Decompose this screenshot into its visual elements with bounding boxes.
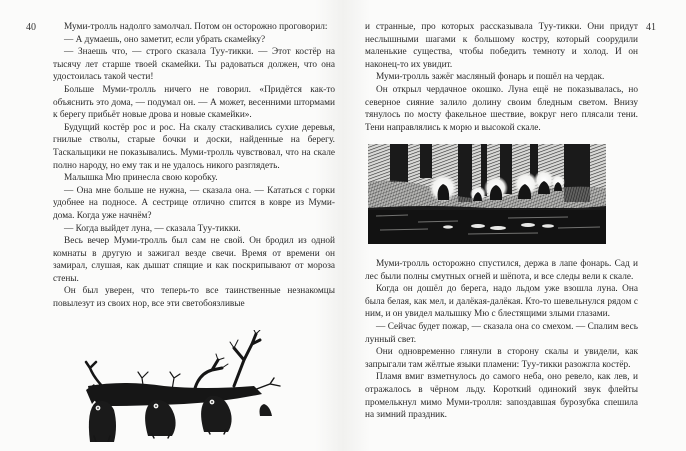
page-number-left: 40	[26, 22, 36, 33]
right-page-text-lower	[365, 258, 638, 422]
creatures-carrying-tree-illustration	[84, 330, 294, 442]
paragraph: Муми-тролль зажёг масляный фонарь и пошёл на чердак.	[376, 72, 605, 83]
paragraph: — А думаешь, оно заметит, если убрать скамейку?	[64, 34, 266, 45]
paragraph: Весь вечер Муми-тролль был сам не свой. Он бродил из одной комнаты в другую и зажигал везде свечи. Время от времени он замирал, слушая, как дышат спящие и как поскрипывают от мороза стены.	[53, 236, 335, 284]
paragraph: — Она мне больше не нужна, — сказала она. — Кататься с горки удобнее на подносе. А сестрице отлично спится в ковре из Муми-дома. Когда уже начнём?	[53, 185, 335, 221]
paragraph: Они одновременно глянули в сторону скалы и увидели, как запрыгали там жёлтые языки пламени: Туу-тикки разожгла костёр.	[365, 347, 638, 370]
paragraph: — Сейчас будет пожар, — сказала она со смехом. — Спалим весь лунный свет.	[365, 321, 638, 345]
paragraph: Будущий костёр рос и рос. На скалу стаскивались сухие деревья, гнилые стволы, старые бочки и доски, найденные на берегу. Таскальщики не показывались. Муми-тролль чувствовал, что на скале полно народу, но ему так и не удалось никого разглядеть.	[53, 122, 335, 171]
left-page-text	[53, 21, 335, 311]
page-number-right: 41	[646, 22, 656, 33]
right-page-text-upper	[365, 21, 638, 134]
paragraph: Больше Муми-тролль ничего не говорил. «Придётся как-то объяснить это дома, — подумал он. — А может, весенними штормами к берегу прибьёт новые дрова и новые скамейки».	[53, 84, 335, 121]
paragraph: Он открыл чердачное окошко. Луна ещё не показывалась, но северное сияние залило долину своим бледным светом. Внизу тянулось по мосту факельное шествие, вокруг него плясали тени. Тени направлялись к морю и высокой скале.	[365, 84, 638, 133]
paragraph: Пламя вмиг взметнулось до самого неба, оно ревело, как лев, и отражалось в чёрном льду. Короткий одинокий звук флейты промелькнул мимо Муми-тролля: запоздавшая бурозубка спешила на зимний праздник.	[365, 372, 638, 421]
paragraph: Муми-тролль осторожно спустился, держа в лапе фонарь. Сад и лес были полны смутных огней и шёпота, и все следы вели к скале.	[365, 259, 638, 282]
paragraph: Он был уверен, что теперь-то все таинственные незнакомцы повылезут из своих нор, все эти светобоязливые	[53, 286, 335, 310]
paragraph: — Когда выйдет луна, — сказала Туу-тикки.	[64, 223, 241, 234]
paragraph: Малышка Мю принесла свою коробку.	[64, 173, 218, 184]
paragraph: — Знаешь что, — строго сказала Туу-тикки. — Этот костёр на тысячу лет старше твоей скамейки. Ты радоваться должен, что она удостоилась такой чести!	[53, 47, 335, 83]
paragraph: и странные, про которых рассказывала Туу-тикки. Они придут неслышными шагами к большому костру, который соорудили маленькие существа, чтобы победить темноту и холод. И он наконец-то их увидит.	[365, 22, 638, 70]
paragraph: Когда он дошёл до берега, надо льдом уже взошла луна. Она была белая, как мел, и далёкая-далёкая. Кто-то шевельнулся рядом с ним, и он увидел малышку Мю с блестящими злыми глазами.	[365, 284, 638, 320]
paragraph: Муми-тролль надолго замолчал. Потом он осторожно проговорил:	[64, 22, 328, 32]
forest-procession-illustration	[368, 144, 606, 244]
